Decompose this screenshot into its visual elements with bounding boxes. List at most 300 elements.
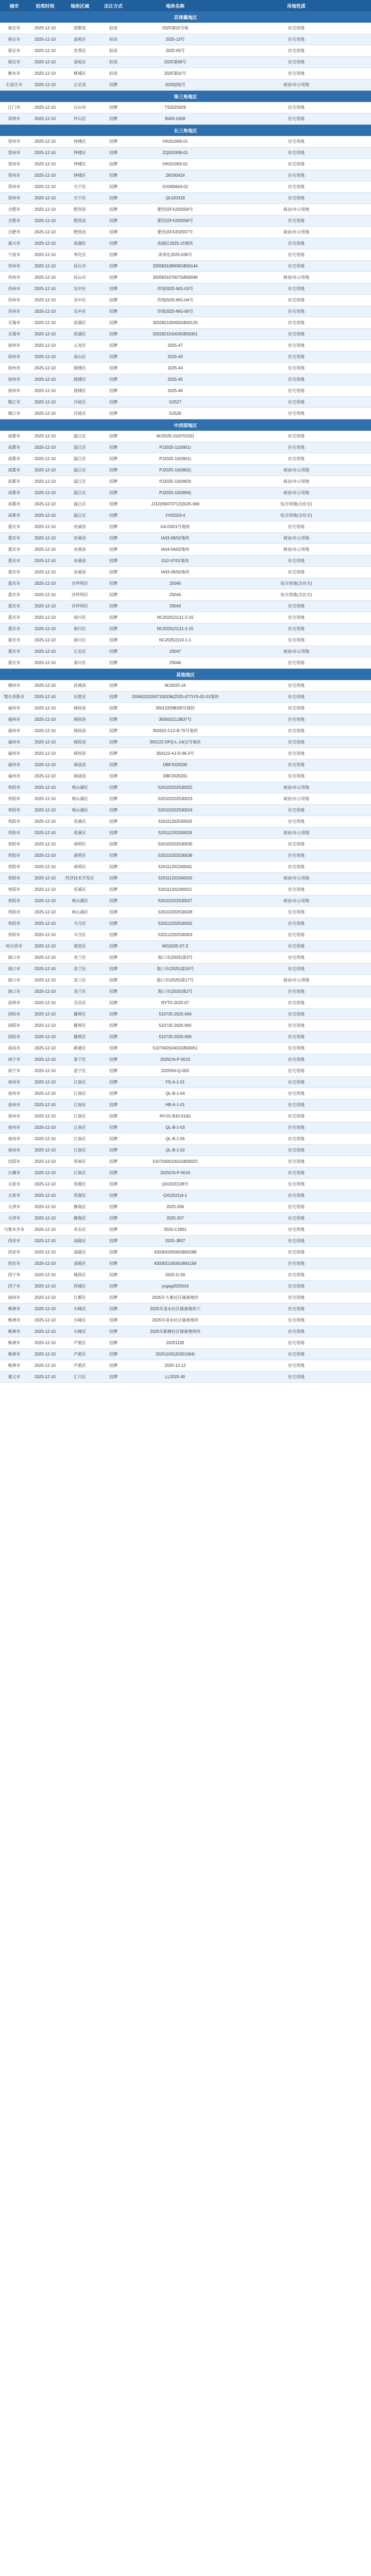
cell-city: 贵阳市 <box>8 796 21 801</box>
cell-auction-date: 2025-12-10 <box>35 37 56 42</box>
cell-transfer-method: 挂牌 <box>109 116 117 121</box>
cell-parcel-name: HX011005-01 <box>162 162 188 166</box>
cell-auction-date: 2025-12-10 <box>35 26 56 30</box>
cell-auction-date: 2025-12-10 <box>35 434 56 438</box>
cell-district: 观山湖区 <box>72 910 88 914</box>
cell-auction-date: 2025-12-10 <box>35 785 56 790</box>
table-row <box>0 1065 371 1077</box>
cell-city: 株洲市 <box>8 1329 21 1334</box>
cell-auction-date: 2025-12-10 <box>35 865 56 869</box>
cell-parcel-name: 320583108006GB00144 <box>153 264 198 268</box>
cell-land-use: 住宅用地 <box>288 1318 305 1323</box>
cell-district: 南明区 <box>74 853 86 858</box>
table-row <box>0 929 371 941</box>
table-row <box>0 839 371 850</box>
cell-parcel-name: 2025SH-Q-003 <box>161 1069 189 1073</box>
cell-auction-date: 2025-12-10 <box>35 728 56 733</box>
cell-transfer-method: 挂牌 <box>109 728 117 733</box>
cell-land-use: 住宅用地 <box>288 105 305 110</box>
cell-auction-date: 2025-12-10 <box>35 1046 56 1050</box>
cell-parcel-name: PJ2025-10(0903) <box>159 479 191 484</box>
cell-district: 滨湖区 <box>74 332 86 336</box>
table-row <box>0 873 371 884</box>
cell-transfer-method: 挂牌 <box>109 887 117 892</box>
cell-transfer-method: 挂牌 <box>109 967 117 971</box>
cell-auction-date: 2025-12-10 <box>35 275 56 280</box>
cell-parcel-name: 320583107007GB00046 <box>153 275 198 280</box>
cell-land-use: 商业/办公用地 <box>283 831 310 835</box>
cell-city: 西安市 <box>8 1239 21 1243</box>
cell-transfer-method: 挂牌 <box>109 230 117 234</box>
cell-district: 鼓楼区 <box>74 377 86 382</box>
cell-land-use: 住宅用地 <box>288 37 305 42</box>
cell-city: 石狮市 <box>8 1171 21 1175</box>
cell-district: 江北区 <box>74 649 86 654</box>
cell-land-use: 住宅用地 <box>288 309 305 314</box>
cell-district: 南湖区 <box>74 241 86 246</box>
cell-land-use: 商业/办公用地 <box>283 230 310 234</box>
cell-parcel-name: 510725-2025-004 <box>159 1012 192 1016</box>
cell-transfer-method: 挂牌 <box>109 921 117 926</box>
cell-land-use: 住宅用地 <box>288 388 305 393</box>
cell-transfer-method: 挂牌 <box>109 105 117 110</box>
cell-district: 江南区 <box>74 1091 86 1096</box>
table-row <box>0 374 371 385</box>
table-row <box>0 1145 371 1156</box>
cell-parcel-name: 2025-207 <box>166 1216 184 1221</box>
cell-land-use: 住宅用地 <box>288 570 305 574</box>
cell-land-use: 住宅用地 <box>288 332 305 336</box>
cell-transfer-method: 挂牌 <box>109 366 117 370</box>
cell-district: 观山湖区 <box>72 808 88 812</box>
cell-parcel-name: QL-B-1-02 <box>165 1148 185 1153</box>
cell-parcel-name: 2025-43 <box>167 354 183 359</box>
cell-parcel-name: 43030420500GB00288 <box>154 1250 197 1255</box>
table-row <box>0 1054 371 1065</box>
table-row <box>0 1088 371 1099</box>
cell-transfer-method: 挂牌 <box>109 298 117 302</box>
cell-parcel-name: FS-A-1-01 <box>165 1080 185 1084</box>
cell-land-use: 住宅用地 <box>288 1295 305 1300</box>
cell-transfer-method: 挂牌 <box>109 899 117 903</box>
cell-land-use: 商业/办公用地 <box>283 876 310 880</box>
cell-transfer-method: 挂牌 <box>109 649 117 654</box>
cell-parcel-name: 2025-44 <box>167 366 183 370</box>
cell-city: 成都市 <box>8 468 21 472</box>
cell-auction-date: 2025-12-10 <box>35 921 56 926</box>
table-row <box>0 1269 371 1281</box>
cell-district: 巫溪县 <box>74 536 86 540</box>
cell-auction-date: 2025-12-10 <box>35 1171 56 1175</box>
table-row <box>0 306 371 317</box>
table-row <box>0 238 371 249</box>
cell-parcel-name: 苏地2025-WG-03号 <box>157 286 193 291</box>
cell-city: 重庆市 <box>8 558 21 563</box>
cell-auction-date: 2025-12-10 <box>35 1273 56 1277</box>
cell-auction-date: 2025-12-10 <box>35 1318 56 1323</box>
cell-auction-date: 2025-12-10 <box>35 989 56 994</box>
cell-parcel-name: IA03-08/02地块 <box>161 536 190 540</box>
cell-transfer-method: 挂牌 <box>109 1375 117 1379</box>
cell-city: 贵阳市 <box>8 831 21 835</box>
cell-transfer-method: 挂牌 <box>109 1205 117 1209</box>
table-row <box>0 34 371 45</box>
cell-transfer-method: 挂牌 <box>109 490 117 495</box>
cell-district: 江南区 <box>74 1125 86 1130</box>
cell-city: 德州市 <box>8 683 21 688</box>
cell-district: 昆山市 <box>74 275 86 280</box>
cell-city: 重庆市 <box>8 660 21 665</box>
cell-land-use: 商业/办公用地 <box>283 468 310 472</box>
cell-city: 成都市 <box>8 479 21 484</box>
table-row <box>0 329 371 340</box>
cell-auction-date: 2025-12-10 <box>35 899 56 903</box>
section-header: 京津冀地区 <box>0 11 371 23</box>
cell-transfer-method: 挂牌 <box>109 332 117 336</box>
cell-transfer-method: 挂牌 <box>109 831 117 835</box>
cell-transfer-method: 挂牌 <box>109 411 117 416</box>
cell-transfer-method: 挂牌 <box>109 570 117 574</box>
cell-parcel-name: 海口市(2025)第16号 <box>156 967 194 971</box>
cell-parcel-name: 350122-AJ-D-36-3号 <box>156 751 194 756</box>
cell-transfer-method: 挂牌 <box>109 82 117 87</box>
cell-city: 泉州市 <box>8 1080 21 1084</box>
cell-land-use: 住宅用地 <box>288 173 305 178</box>
cell-parcel-name: DBF2025031 <box>163 774 188 778</box>
cell-parcel-name: 25045 <box>169 581 181 586</box>
cell-parcel-name: 510703001001GB00022 <box>153 1159 198 1164</box>
cell-parcel-name: 20251105(20251004) <box>156 1352 195 1357</box>
cell-city: 太原市 <box>8 1193 21 1198</box>
cell-district: 沙坪坝区 <box>72 592 88 597</box>
cell-district: 武城县 <box>74 683 86 688</box>
cell-auction-date: 2025-12-10 <box>35 842 56 846</box>
cell-district: 晋源区 <box>74 1182 86 1187</box>
table-row <box>0 997 371 1009</box>
cell-transfer-method: 挂牌 <box>109 184 117 189</box>
cell-district: 南川区 <box>74 626 86 631</box>
cell-city: 福州市 <box>8 774 21 778</box>
cell-land-use: 住宅用地 <box>288 1329 305 1334</box>
cell-transfer-method: 挂牌 <box>109 479 117 484</box>
cell-district: 闽清县 <box>74 762 86 767</box>
section-header: 中西部地区 <box>0 419 371 431</box>
cell-auction-date: 2025-12-10 <box>35 933 56 937</box>
cell-land-use: 住宅用地 <box>288 524 305 529</box>
cell-auction-date: 2025-12-10 <box>35 1069 56 1073</box>
cell-parcel-name: 2025年清水社区储备地块六 <box>150 1307 200 1311</box>
cell-district: 邕宁区 <box>74 1069 86 1073</box>
cell-city: 重庆市 <box>8 547 21 552</box>
cell-parcel-name: 2025第08号 <box>164 60 187 64</box>
cell-land-use: 住宅用地 <box>288 683 305 688</box>
cell-parcel-name: 2025年清水社区储备地块 <box>152 1318 198 1323</box>
cell-transfer-method: 挂牌 <box>109 683 117 688</box>
cell-auction-date: 2025-12-10 <box>35 1182 56 1187</box>
cell-parcel-name: NC2025(21)11-2-15 <box>157 615 194 620</box>
cell-district: 美兰区 <box>74 978 86 982</box>
cell-district: 闽侯县 <box>74 751 86 756</box>
table-row <box>0 45 371 57</box>
table-row <box>0 555 371 567</box>
cell-parcel-name: 2025第02号地 <box>162 26 189 30</box>
cell-parcel-name: NY-01-B10-01(b) <box>159 1114 191 1118</box>
table-row <box>0 499 371 510</box>
cell-parcel-name: 520111202240021 <box>158 887 192 892</box>
cell-district: 偃师区 <box>74 1035 86 1039</box>
cell-land-use: 住宅用地 <box>288 354 305 359</box>
cell-transfer-method: 挂牌 <box>109 196 117 200</box>
cell-district: 温江区 <box>74 513 86 518</box>
cell-district: 石峰区 <box>74 1307 86 1311</box>
cell-city: 洛阳市 <box>8 1012 21 1016</box>
cell-parcel-name: 25047 <box>169 649 181 654</box>
cell-city: 镇江市 <box>8 411 21 416</box>
cell-land-use: 住宅用地 <box>288 241 305 246</box>
cell-parcel-name: 350122(NB)09号地块 <box>155 706 195 710</box>
cell-transfer-method: 挂牌 <box>109 388 117 393</box>
table-row <box>0 1326 371 1337</box>
table-row <box>0 68 371 79</box>
cell-transfer-method: 挂牌 <box>109 1001 117 1005</box>
cell-auction-date: 2025-12-10 <box>35 286 56 291</box>
cell-city: 海口市 <box>8 967 21 971</box>
cell-land-use: 商业/办公用地 <box>283 82 310 87</box>
cell-auction-date: 2025-12-10 <box>35 400 56 404</box>
cell-auction-date: 2025-12-10 <box>35 626 56 631</box>
cell-district: 呈贡区 <box>74 1001 86 1005</box>
cell-auction-date: 2025-12-10 <box>35 343 56 348</box>
cell-land-use: 住宅用地 <box>288 1103 305 1107</box>
cell-land-use: 住宅用地 <box>288 626 305 631</box>
table-row <box>0 1292 371 1303</box>
table-row <box>0 1235 371 1247</box>
cell-district: 偃师区 <box>74 1023 86 1028</box>
cell-transfer-method: 挂牌 <box>109 456 117 461</box>
table-row <box>0 805 371 816</box>
cell-auction-date: 2025-12-10 <box>35 570 56 574</box>
cell-parcel-name: WJ2025-16 <box>164 683 186 688</box>
cell-district: 西城区 <box>74 1284 86 1289</box>
cell-land-use: 住宅用地 <box>288 298 305 302</box>
cell-parcel-name: 2025年大寨社区储备地块 <box>152 1295 198 1300</box>
cell-auction-date: 2025-12-10 <box>35 524 56 529</box>
cell-transfer-method: 挂牌 <box>109 1193 117 1198</box>
cell-city: 重庆市 <box>8 604 21 608</box>
cell-transfer-method: 挂牌 <box>109 944 117 948</box>
table-row <box>0 601 371 612</box>
cell-auction-date: 2025-12-10 <box>35 876 56 880</box>
cell-district: 桃城区 <box>74 71 86 76</box>
table-row <box>0 1315 371 1326</box>
cell-parcel-name: ZQ020308-01 <box>162 150 188 155</box>
cell-district: 观山湖区 <box>72 796 88 801</box>
cell-parcel-name: GX060604-02 <box>162 184 188 189</box>
cell-land-use: 住宅用地 <box>288 887 305 892</box>
cell-district: 乌当区 <box>74 921 86 926</box>
cell-district: 静海区 <box>74 1205 86 1209</box>
cell-district: 石峰区 <box>74 1318 86 1323</box>
table-body <box>0 11 371 1383</box>
cell-auction-date: 2025-12-10 <box>35 955 56 960</box>
cell-parcel-name: 2025-12-12 <box>164 1363 186 1368</box>
cell-land-use: 住宅用地 <box>288 819 305 824</box>
cell-district: 闽侯县 <box>74 706 86 710</box>
cell-parcel-name: 520102202530035 <box>158 842 193 846</box>
cell-parcel-name: HX011006-01 <box>162 139 188 144</box>
cell-parcel-name: 520112202530002 <box>158 921 193 926</box>
cell-parcel-name: 20251105 <box>166 1341 184 1345</box>
cell-parcel-name: 2025-46 <box>167 388 183 393</box>
cell-parcel-name: 520111202530026 <box>158 831 192 835</box>
cell-district: 天宁区 <box>74 184 86 189</box>
cell-land-use: 商业/办公用地 <box>283 207 310 212</box>
table-row <box>0 782 371 793</box>
table-row <box>0 170 371 181</box>
cell-city: 合肥市 <box>8 230 21 234</box>
cell-transfer-method: 挂牌 <box>109 1148 117 1153</box>
cell-city: 福州市 <box>8 751 21 756</box>
table-row <box>0 1201 371 1213</box>
cell-land-use: 住宅用地 <box>288 1341 305 1345</box>
cell-parcel-name: 25044 <box>169 592 181 597</box>
cell-land-use: 住宅用地 <box>288 921 305 926</box>
cell-land-use: 住宅用地 <box>288 1159 305 1164</box>
cell-district: 江南区 <box>74 1171 86 1175</box>
cell-city: 南宁市 <box>8 1069 21 1073</box>
cell-city: 成都市 <box>8 502 21 506</box>
cell-district: 南川区 <box>74 660 86 665</box>
cell-land-use: 住宅用地 <box>288 1091 305 1096</box>
cell-auction-date: 2025-12-10 <box>35 615 56 620</box>
cell-land-use: 住宅用地 <box>288 1171 305 1175</box>
cell-transfer-method: 挂牌 <box>109 638 117 642</box>
cell-auction-date: 2025-12-10 <box>35 1012 56 1016</box>
cell-district: 坪山区 <box>74 116 86 121</box>
table-row <box>0 1224 371 1235</box>
cell-land-use: 住宅用地 <box>288 116 305 121</box>
table-row <box>0 57 371 68</box>
cell-district: 巫溪县 <box>74 570 86 574</box>
cell-auction-date: 2025-12-10 <box>35 1261 56 1266</box>
cell-parcel-name: 25043 <box>169 604 181 608</box>
cell-auction-date: 2025-12-10 <box>35 513 56 518</box>
cell-parcel-name: 海口市(2025)第2号 <box>158 989 193 994</box>
cell-land-use: 住宅用地 <box>288 196 305 200</box>
table-row <box>0 442 371 453</box>
cell-parcel-name: HB-A-1-01 <box>165 1103 185 1107</box>
cell-city: 海口市 <box>8 989 21 994</box>
cell-auction-date: 2025-12-10 <box>35 536 56 540</box>
header-land-use: 用地性质 <box>286 3 306 9</box>
table-row <box>0 533 371 544</box>
cell-transfer-method: 挂牌 <box>109 434 117 438</box>
cell-auction-date: 2025-12-10 <box>35 320 56 325</box>
table-row <box>0 1122 371 1133</box>
cell-transfer-method: 挂牌 <box>109 910 117 914</box>
cell-transfer-method: 挂牌 <box>109 796 117 801</box>
cell-auction-date: 2025-12-10 <box>35 1159 56 1164</box>
cell-land-use: 住宅用地 <box>288 1182 305 1187</box>
cell-land-use: 住宅用地 <box>288 1273 305 1277</box>
table-row <box>0 204 371 215</box>
cell-city: 西宁市 <box>8 1273 21 1277</box>
cell-district: 吴中区 <box>74 309 86 314</box>
cell-land-use: 住宅用地 <box>288 1148 305 1153</box>
table-row <box>0 261 371 272</box>
cell-city: 常州市 <box>8 184 21 189</box>
cell-land-use: 住宅用地 <box>288 162 305 166</box>
cell-auction-date: 2025-12-10 <box>35 309 56 314</box>
table-row <box>0 1190 371 1201</box>
cell-city: 鄂尔多斯市 <box>4 694 25 699</box>
cell-auction-date: 2025-12-10 <box>35 1295 56 1300</box>
cell-auction-date: 2025-12-10 <box>35 547 56 552</box>
cell-transfer-method: 挂牌 <box>109 955 117 960</box>
cell-parcel-name: 520102202530027 <box>158 899 193 903</box>
cell-transfer-method: 拍卖 <box>109 26 117 30</box>
cell-auction-date: 2025-12-10 <box>35 1103 56 1107</box>
cell-district: 巫溪县 <box>74 547 86 552</box>
cell-parcel-name: IA03-06/02地块 <box>161 570 190 574</box>
cell-land-use: 住宅用地 <box>288 740 305 744</box>
cell-land-use: 商业/办公用地 <box>283 978 310 982</box>
table-row <box>0 1133 371 1145</box>
cell-city: 福州市 <box>8 728 21 733</box>
cell-transfer-method: 挂牌 <box>109 604 117 608</box>
cell-auction-date: 2025-12-10 <box>35 910 56 914</box>
cell-auction-date: 2025-12-10 <box>35 377 56 382</box>
table-row <box>0 1360 371 1371</box>
cell-transfer-method: 挂牌 <box>109 762 117 767</box>
cell-city: 保定市 <box>8 37 21 42</box>
cell-land-use: 住宅用地 <box>288 808 305 812</box>
cell-district: 汇川区 <box>74 1375 86 1379</box>
cell-auction-date: 2025-12-10 <box>35 1341 56 1345</box>
cell-parcel-name: 520111202240041 <box>158 865 192 869</box>
cell-parcel-name: 150602202507100236(2025-077)YS-02-01地块 <box>131 694 219 699</box>
cell-district: 邕宁区 <box>74 1057 86 1062</box>
cell-transfer-method: 挂牌 <box>109 1284 117 1289</box>
cell-auction-date: 2025-12-10 <box>35 264 56 268</box>
cell-parcel-name: 2025年新塘社区储备地块四 <box>150 1329 200 1334</box>
cell-auction-date: 2025-12-10 <box>35 230 56 234</box>
cell-land-use: 住宅用地 <box>288 1035 305 1039</box>
cell-land-use: 住宅用地 <box>288 1239 305 1243</box>
cell-auction-date: 2025-12-10 <box>35 1250 56 1255</box>
cell-district: 江南区 <box>74 1137 86 1141</box>
table-row <box>0 102 371 113</box>
cell-land-use: 住宅用地 <box>288 944 305 948</box>
table-row <box>0 861 371 873</box>
cell-parcel-name: 520102202530023 <box>158 796 193 801</box>
cell-land-use: 商业/办公用地 <box>283 785 310 790</box>
cell-transfer-method: 挂牌 <box>109 842 117 846</box>
cell-city: 常州市 <box>8 139 21 144</box>
cell-land-use: 住宅用地 <box>288 184 305 189</box>
cell-parcel-name: 2025CN-P-0010 <box>160 1057 190 1062</box>
cell-parcel-name: 350501CL0B37号 <box>159 717 192 722</box>
cell-district: 道里区 <box>74 944 86 948</box>
cell-parcel-name: WJ2025-15(070102) <box>156 434 194 438</box>
cell-city: 徐州市 <box>8 388 21 393</box>
cell-city: 重庆市 <box>8 524 21 529</box>
cell-city: 重庆市 <box>8 536 21 540</box>
cell-auction-date: 2025-12-10 <box>35 502 56 506</box>
cell-transfer-method: 挂牌 <box>109 1046 117 1050</box>
cell-district: 观山湖区 <box>72 785 88 790</box>
cell-auction-date: 2025-12-10 <box>35 332 56 336</box>
